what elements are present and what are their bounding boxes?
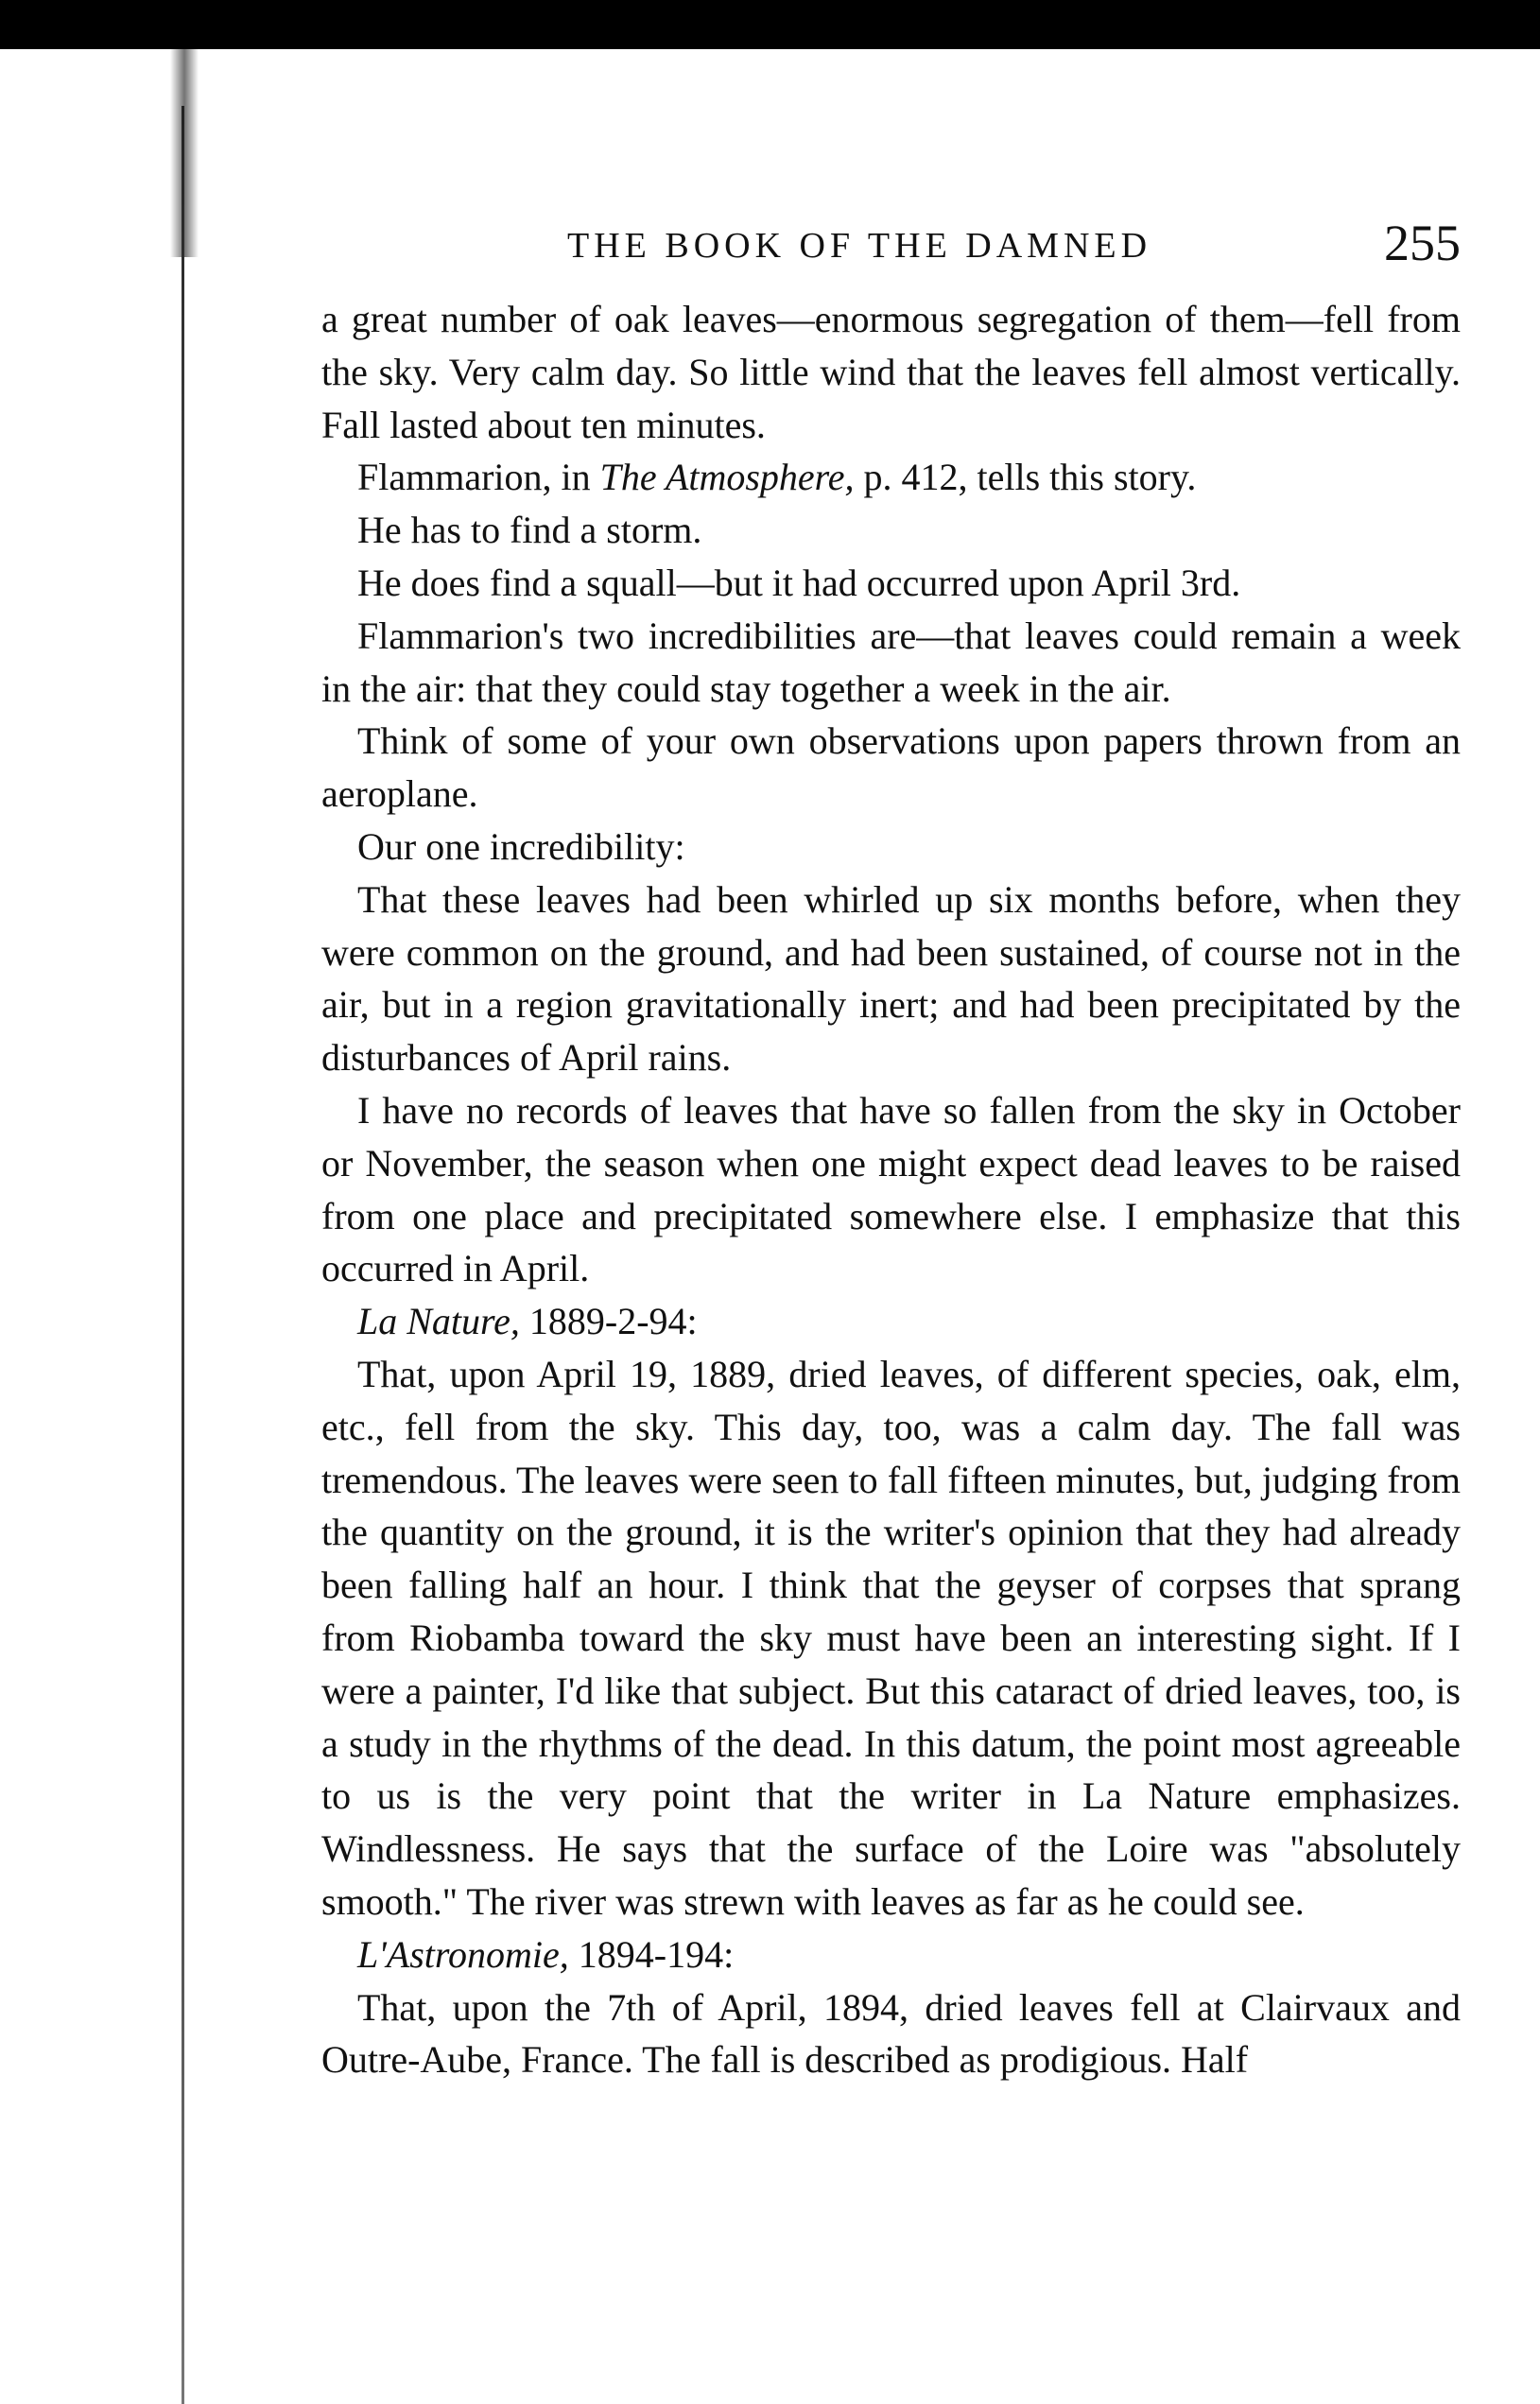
body-text (321, 293, 1461, 2086)
paragraph: Flammarion's two incredibilities are—that leaves could remain a week in the air: that they could stay together a week in the air. (321, 614, 1461, 710)
paragraph: That these leaves had been whirled up six months before, when they were common on the ground, and had been sustained, of course not in the air, but in a region gravitationally inert; and had been precipitated by the disturbances of April rains. (321, 877, 1461, 1080)
gutter-shadow (170, 49, 199, 257)
citation-line: La Nature, 1889-2-94: (357, 1300, 698, 1343)
paragraph: He does find a squall—but it had occurred upon April 3rd. (357, 561, 1241, 604)
paragraph: Our one incredibility: (357, 824, 685, 868)
book-title-italic: The Atmosphere, (599, 456, 855, 499)
running-title: THE BOOK OF THE DAMNED (567, 226, 1152, 266)
gutter-edge-line (182, 106, 184, 2404)
book-page (321, 208, 1461, 2086)
paragraph: a great number of oak leaves—enormous segregation of them—fell from the sky. Very calm day. So little wind that the leaves fell almost vertically. Fall lasted about ten minutes. (321, 298, 1461, 446)
paragraph: Flammarion, in The Atmosphere, p. 412, tells this story. (357, 456, 1197, 499)
running-head (321, 208, 1461, 293)
scan-top-border (0, 0, 1540, 49)
journal-title-italic: La Nature, (357, 1300, 520, 1343)
citation-line: L'Astronomie, 1894-194: (357, 1932, 735, 1976)
paragraph: That, upon the 7th of April, 1894, dried leaves fell at Clairvaux and Outre-Aube, France. The fall is described as prodigious. Half (321, 1985, 1461, 2082)
paragraph: I have no records of leaves that have so fallen from the sky in October or November, the season when one might expect dead leaves to be raised from one place and precipitated somewhere else. I emphasize that this occurred in April. (321, 1088, 1461, 1290)
journal-title-italic: L'Astronomie, (357, 1932, 569, 1976)
paragraph: He has to find a storm. (357, 509, 702, 552)
paragraph: Think of some of your own observations upon papers thrown from an aeroplane. (321, 719, 1461, 816)
paragraph: That, upon April 19, 1889, dried leaves, of different species, oak, elm, etc., fell from the sky. This day, too, was a calm day. The fall was tremendous. The leaves were seen to fall fifteen minutes, but, judging from the quantity on the ground, it is the writer's opinion that they had already been falling half an hour. I think that the geyser of corpses that sprang from Riobamba toward the sky must have been an interesting sight. If I were a painter, I'd like that subject. But this cataract of dried leaves, too, is a study in the rhythms of the dead. In this datum, the point most agreeable to us is the very point that the writer in La Nature emphasizes. Windlessness. He says that the surface of the Loire was "absolutely smooth." The river was strewn with leaves as far as he could see. (321, 1352, 1461, 1923)
book-gutter (0, 49, 189, 2404)
page-number: 255 (1384, 215, 1461, 271)
